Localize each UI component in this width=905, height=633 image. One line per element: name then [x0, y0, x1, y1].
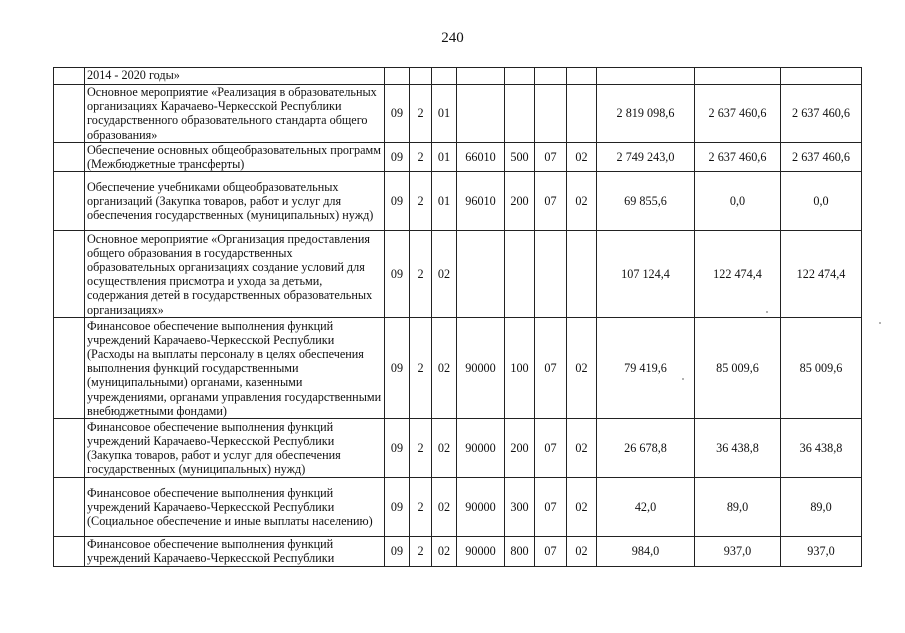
row-number-cell [54, 318, 85, 419]
code-cell: 01 [432, 142, 457, 171]
code-cell: 2 [410, 85, 432, 143]
code-cell [567, 85, 597, 143]
scan-speck [766, 311, 768, 313]
amount-cell: 0,0 [695, 172, 781, 231]
amount-cell: 89,0 [695, 478, 781, 537]
code-cell: 07 [535, 318, 567, 419]
code-cell: 02 [567, 172, 597, 231]
code-cell: 01 [432, 172, 457, 231]
code-cell: 02 [432, 231, 457, 318]
code-cell: 07 [535, 142, 567, 171]
code-cell [457, 85, 505, 143]
code-cell [535, 231, 567, 318]
page-number: 240 [441, 30, 464, 46]
code-cell: 500 [505, 142, 535, 171]
code-cell [410, 68, 432, 85]
code-cell [432, 68, 457, 85]
code-cell: 800 [505, 537, 535, 566]
code-cell: 02 [567, 537, 597, 566]
amount-cell: 26 678,8 [597, 419, 695, 478]
code-cell: 02 [432, 478, 457, 537]
description-cell: Финансовое обеспечение выполнения функций учреждений Карачаево-Черкесской Республики [85, 537, 385, 566]
code-cell [535, 85, 567, 143]
scan-speck [879, 322, 881, 324]
code-cell [385, 68, 410, 85]
description-cell: 2014 - 2020 годы» [85, 68, 385, 85]
table-row [54, 537, 862, 566]
code-cell: 66010 [457, 142, 505, 171]
code-cell [457, 68, 505, 85]
table-row [54, 68, 862, 85]
table-row [54, 478, 862, 537]
budget-table [53, 67, 862, 567]
row-number-cell [54, 537, 85, 566]
code-cell: 09 [385, 172, 410, 231]
description-cell: Финансовое обеспечение выполнения функций учреждений Карачаево-Черкесской Республики (Расходы на выплаты персоналу в целях обеспечения выполнения функций государственными (муниципальными) органами, казенными учреждениями, органами управления государственными внебюджетными фондами) [85, 318, 385, 419]
code-cell: 07 [535, 537, 567, 566]
amount-cell: 0,0 [781, 172, 862, 231]
amount-cell: 107 124,4 [597, 231, 695, 318]
code-cell: 07 [535, 478, 567, 537]
code-cell [567, 68, 597, 85]
code-cell: 09 [385, 231, 410, 318]
table-row [54, 419, 862, 478]
amount-cell: 85 009,6 [781, 318, 862, 419]
row-number-cell [54, 85, 85, 143]
row-number-cell [54, 68, 85, 85]
amount-cell: 79 419,6 [597, 318, 695, 419]
code-cell: 90000 [457, 419, 505, 478]
budget-table-body [54, 68, 862, 567]
amount-cell: 984,0 [597, 537, 695, 566]
code-cell: 07 [535, 172, 567, 231]
code-cell: 09 [385, 419, 410, 478]
amount-cell: 2 819 098,6 [597, 85, 695, 143]
code-cell: 96010 [457, 172, 505, 231]
code-cell: 07 [535, 419, 567, 478]
code-cell: 09 [385, 85, 410, 143]
amount-cell: 2 749 243,0 [597, 142, 695, 171]
code-cell [567, 231, 597, 318]
amount-cell [695, 68, 781, 85]
code-cell: 200 [505, 419, 535, 478]
amount-cell: 937,0 [781, 537, 862, 566]
table-row [54, 85, 862, 143]
amount-cell: 89,0 [781, 478, 862, 537]
description-cell: Обеспечение основных общеобразовательных программ (Межбюджетные трансферты) [85, 142, 385, 171]
code-cell: 02 [567, 142, 597, 171]
code-cell: 09 [385, 537, 410, 566]
description-cell: Финансовое обеспечение выполнения функций учреждений Карачаево-Черкесской Республики (Социальное обеспечение и иные выплаты населению) [85, 478, 385, 537]
amount-cell: 2 637 460,6 [781, 85, 862, 143]
code-cell [505, 68, 535, 85]
description-cell: Основное мероприятие «Организация предоставления общего образования в государственных образовательных организациях создание условий для осуществления присмотра и ухода за детьми, содержания детей в государственных образовательных организациях» [85, 231, 385, 318]
row-number-cell [54, 478, 85, 537]
amount-cell: 69 855,6 [597, 172, 695, 231]
amount-cell: 36 438,8 [781, 419, 862, 478]
code-cell: 2 [410, 318, 432, 419]
amount-cell: 2 637 460,6 [695, 85, 781, 143]
code-cell [505, 85, 535, 143]
row-number-cell [54, 172, 85, 231]
code-cell: 02 [567, 318, 597, 419]
amount-cell: 42,0 [597, 478, 695, 537]
table-row [54, 318, 862, 419]
code-cell: 01 [432, 85, 457, 143]
code-cell: 90000 [457, 478, 505, 537]
table-row [54, 231, 862, 318]
code-cell: 2 [410, 172, 432, 231]
code-cell: 200 [505, 172, 535, 231]
code-cell: 02 [432, 419, 457, 478]
row-number-cell [54, 231, 85, 318]
code-cell: 2 [410, 419, 432, 478]
row-number-cell [54, 142, 85, 171]
scan-speck [682, 378, 684, 380]
amount-cell [781, 68, 862, 85]
amount-cell [597, 68, 695, 85]
code-cell: 02 [432, 537, 457, 566]
amount-cell: 122 474,4 [695, 231, 781, 318]
code-cell: 09 [385, 318, 410, 419]
code-cell: 100 [505, 318, 535, 419]
code-cell [535, 68, 567, 85]
code-cell: 09 [385, 142, 410, 171]
code-cell: 2 [410, 142, 432, 171]
description-cell: Финансовое обеспечение выполнения функций учреждений Карачаево-Черкесской Республики (Закупка товаров, работ и услуг для обеспечения государственных (муниципальных) нужд) [85, 419, 385, 478]
description-cell: Основное мероприятие «Реализация в образовательных организациях Карачаево-Черкесской Республики государственного образовательного стандарта общего образования» [85, 85, 385, 143]
code-cell: 02 [567, 478, 597, 537]
amount-cell: 2 637 460,6 [781, 142, 862, 171]
row-number-cell [54, 419, 85, 478]
amount-cell: 85 009,6 [695, 318, 781, 419]
table-row [54, 172, 862, 231]
code-cell: 2 [410, 478, 432, 537]
amount-cell: 36 438,8 [695, 419, 781, 478]
amount-cell: 937,0 [695, 537, 781, 566]
code-cell: 90000 [457, 318, 505, 419]
amount-cell: 2 637 460,6 [695, 142, 781, 171]
amount-cell: 122 474,4 [781, 231, 862, 318]
code-cell [457, 231, 505, 318]
description-cell: Обеспечение учебниками общеобразовательных организаций (Закупка товаров, работ и услуг для обеспечения государственных (муниципальных) нужд) [85, 172, 385, 231]
code-cell: 2 [410, 537, 432, 566]
code-cell: 90000 [457, 537, 505, 566]
code-cell: 300 [505, 478, 535, 537]
code-cell: 09 [385, 478, 410, 537]
code-cell: 02 [432, 318, 457, 419]
code-cell [505, 231, 535, 318]
code-cell: 2 [410, 231, 432, 318]
code-cell: 02 [567, 419, 597, 478]
table-row [54, 142, 862, 171]
